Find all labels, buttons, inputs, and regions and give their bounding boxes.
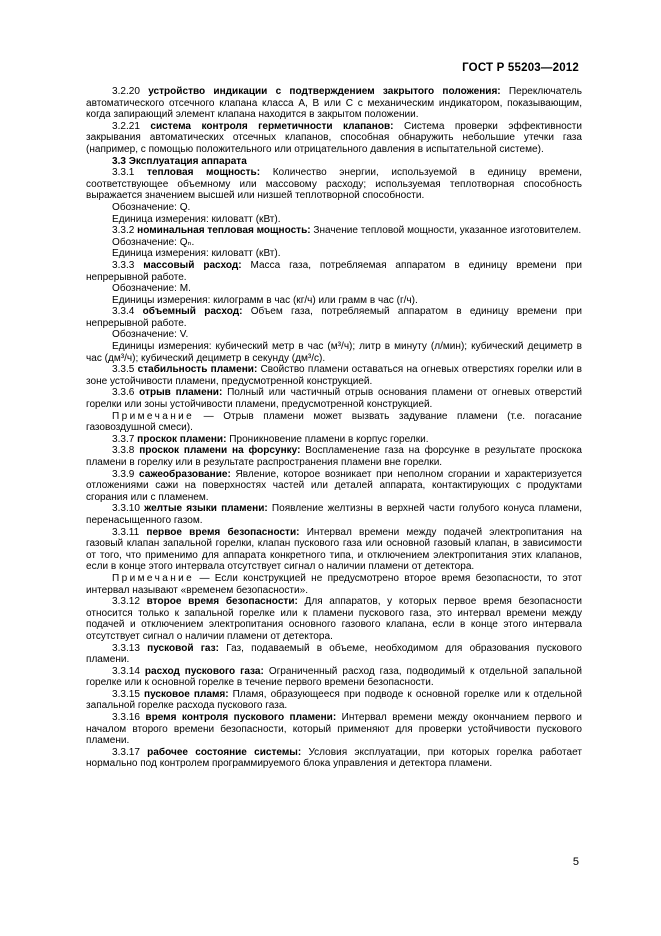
clause-number: 3.2.21 bbox=[112, 120, 140, 132]
term-definition bbox=[86, 86, 582, 121]
term-definition bbox=[86, 167, 582, 202]
term-definition bbox=[86, 527, 582, 573]
term-definition bbox=[86, 712, 582, 747]
term-text: Полный или частичный отрыв основания пламени от огневых отверстий горелки или зоны устойчивости пламени, предусмотренной конструкцией. bbox=[86, 387, 582, 411]
term-definition bbox=[86, 666, 582, 689]
term-definition bbox=[86, 306, 582, 329]
term-name: сажеобразование: bbox=[139, 468, 231, 480]
term-name: объемный расход: bbox=[142, 306, 243, 318]
term-name: стабильность пламени: bbox=[137, 364, 258, 376]
term-text: Ограниченный расход газа, подводимый к отдельной запальной горелке или к основной горелке в течение первого времени безопасности. bbox=[86, 665, 582, 689]
note-label: Примечание bbox=[112, 572, 195, 584]
term-definition bbox=[86, 434, 582, 446]
term-text: Переключатель автоматического отсечного клапана класса А, В или С с механическим индикатором, показывающим, когда запирающий элемент клапана находится в закрытом положении. bbox=[86, 86, 583, 121]
page-number: 5 bbox=[572, 856, 579, 868]
term-name: первое время безопасности: bbox=[146, 526, 300, 538]
term-name: второе время безопасности: bbox=[146, 596, 298, 608]
clause-number: 3.3.9 bbox=[112, 468, 135, 480]
term-text: Проникновение пламени в корпус горелки. bbox=[226, 433, 429, 445]
term-name: время контроля пускового пламени: bbox=[145, 712, 337, 724]
term-text: Воспламенение газа на форсунке в результате проскока пламени в горелку или в результате распространения пламени вне горелки. bbox=[86, 445, 582, 468]
note-paragraph bbox=[86, 411, 582, 434]
term-definition bbox=[86, 364, 582, 387]
term-definition bbox=[86, 643, 582, 666]
clause-number: 3.3.12 bbox=[112, 596, 140, 608]
term-name: массовый расход: bbox=[143, 259, 242, 271]
term-name: проскок пламени: bbox=[137, 433, 227, 445]
term-text: Значение тепловой мощности, указанное изготовителем. bbox=[310, 225, 582, 237]
note-paragraph bbox=[86, 573, 582, 596]
term-definition bbox=[86, 689, 582, 712]
definition-detail: Единица измерения: киловатт (кВт). bbox=[112, 248, 281, 260]
term-text: Явление, которое возникает при неполном сгорании и характеризуется отложениями сажи на поверхностях частей или деталей аппарата, контактирующих с продуктами сгорания или с пламенем. bbox=[86, 468, 582, 503]
term-name: проскок пламени на форсунку: bbox=[139, 445, 301, 457]
term-name: устройство индикации с подтверждением закрытого положения: bbox=[148, 86, 501, 97]
term-text: Интервал времени между окончанием первого и началом второго времени безопасности, который применяют для проверки устойчивости пускового пламени. bbox=[86, 712, 582, 747]
clause-number: 3.3.6 bbox=[112, 387, 135, 399]
term-name: система контроля герметичности клапанов: bbox=[150, 120, 394, 132]
term-definition bbox=[86, 121, 582, 156]
clause-number: 3.3.1 bbox=[112, 167, 135, 179]
term-text: Пламя, образующееся при подводе к основной горелке или к отдельной запальной горелке расхода пускового газа. bbox=[86, 688, 582, 712]
term-text: Для аппаратов, у которых первое время безопасности относится только к запальной горелке или к пламени пускового газа, это интервал времени между подачей и отключением электропитания основного газового клапана, если в конце этого интервала отсутствует сигнал о наличии пламени от детектора. bbox=[86, 596, 583, 642]
term-name: пусковой газ: bbox=[147, 642, 219, 654]
note-text: — Отрыв пламени может вызвать задувание пламени (т.е. погасание газовоздушной смеси). bbox=[86, 410, 582, 434]
term-name: отрыв пламени: bbox=[139, 387, 223, 399]
note-text: — Если конструкцией не предусмотрено второе время безопасности, то этот интервал называют «временем безопасности». bbox=[86, 572, 582, 596]
clause-number: 3.3.8 bbox=[112, 445, 135, 457]
clause-number: 3.3.17 bbox=[112, 746, 140, 758]
term-text: Количество энергии, используемой в единицу времени, соответствующее объемному или массовому расходу; используемая теплотворная способность выражается значением высшей или низшей теплотворной способности. bbox=[86, 167, 582, 202]
section-title: 3.3 Эксплуатация аппарата bbox=[112, 155, 247, 167]
term-definition bbox=[86, 445, 582, 468]
definition-detail: Единица измерения: киловатт (кВт). bbox=[112, 213, 281, 225]
term-definition bbox=[86, 469, 582, 504]
term-definition bbox=[86, 747, 582, 770]
term-name: тепловая мощность: bbox=[146, 167, 261, 179]
term-text: Система проверки эффективности закрывания автоматических отсечных клапанов, способная обнаружить небольшие утечки газа (например, с помощью положительного или отрицательного давления в испытательной системе). bbox=[86, 120, 583, 155]
clause-number: 3.3.5 bbox=[112, 364, 135, 376]
definition-detail: Обозначение: Qₙ. bbox=[112, 236, 195, 248]
clause-number: 3.3.16 bbox=[112, 712, 140, 724]
definition-detail: Единицы измерения: килограмм в час (кг/ч) или грамм в час (г/ч). bbox=[112, 294, 418, 306]
clause-number: 3.2.20 bbox=[112, 86, 140, 97]
term-definition bbox=[86, 225, 582, 237]
clause-number: 3.3.15 bbox=[112, 688, 140, 700]
clause-number: 3.3.3 bbox=[112, 259, 135, 271]
note-label: Примечание bbox=[112, 410, 195, 422]
section-heading bbox=[86, 156, 582, 168]
document-body bbox=[86, 86, 582, 770]
term-definition bbox=[86, 503, 582, 526]
clause-number: 3.3.14 bbox=[112, 665, 140, 677]
term-text: Интервал времени между подачей электропитания на газовый клапан запальной горелки, клапан пускового газа или основной газовый клапан, в зависимости от того, что применимо для аппарата конкретного типа, и отключением электропитания этих клапанов, если в конце этого интервала отсутствует сигнал о наличии пламени от детектора. bbox=[86, 526, 582, 573]
term-name: пусковое пламя: bbox=[144, 688, 229, 700]
term-text: Объем газа, потребляемый аппаратом в единицу времени при непрерывной работе. bbox=[86, 306, 582, 329]
term-definition bbox=[86, 596, 582, 642]
term-name: рабочее состояние системы: bbox=[147, 746, 302, 758]
term-definition bbox=[86, 387, 582, 410]
clause-number: 3.3.10 bbox=[112, 503, 140, 515]
definition-detail: Обозначение: М. bbox=[112, 283, 191, 295]
term-definition bbox=[86, 260, 582, 283]
definition-detail: Обозначение: Q. bbox=[112, 201, 191, 213]
term-name: номинальная тепловая мощность: bbox=[137, 225, 311, 237]
term-text: Масса газа, потребляемая аппаратом в единицу времени при непрерывной работе. bbox=[86, 259, 582, 283]
term-text: Появление желтизны в верхней части голубого конуса пламени, перенасыщенного газом. bbox=[86, 503, 583, 526]
definition-detail: Единицы измерения: кубический метр в час (м³/ч); литр в минуту (л/мин); кубический дециметр в час (дм³/ч); кубический дециметр в секунду (дм³/с). bbox=[86, 341, 582, 364]
clause-number: 3.3.7 bbox=[112, 433, 135, 445]
standard-header: ГОСТ Р 55203—2012 bbox=[462, 62, 579, 74]
clause-number: 3.3.13 bbox=[112, 642, 140, 654]
term-text: Газ, подаваемый в объеме, необходимом для образования пускового пламени. bbox=[86, 642, 582, 666]
term-name: расход пускового газа: bbox=[144, 665, 264, 677]
term-name: желтые языки пламени: bbox=[144, 503, 268, 515]
clause-number: 3.3.4 bbox=[112, 306, 135, 318]
term-text: Условия эксплуатации, при которых горелка работает нормально под контролем программируемого блока управления и детектора пламени. bbox=[86, 746, 582, 770]
definition-detail: Обозначение: V. bbox=[112, 329, 189, 341]
term-text: Свойство пламени оставаться на огневых отверстиях горелки или в зоне устойчивости пламени, предусмотренной конструкцией. bbox=[86, 364, 583, 387]
clause-number: 3.3.11 bbox=[112, 526, 140, 538]
clause-number: 3.3.2 bbox=[112, 225, 135, 237]
